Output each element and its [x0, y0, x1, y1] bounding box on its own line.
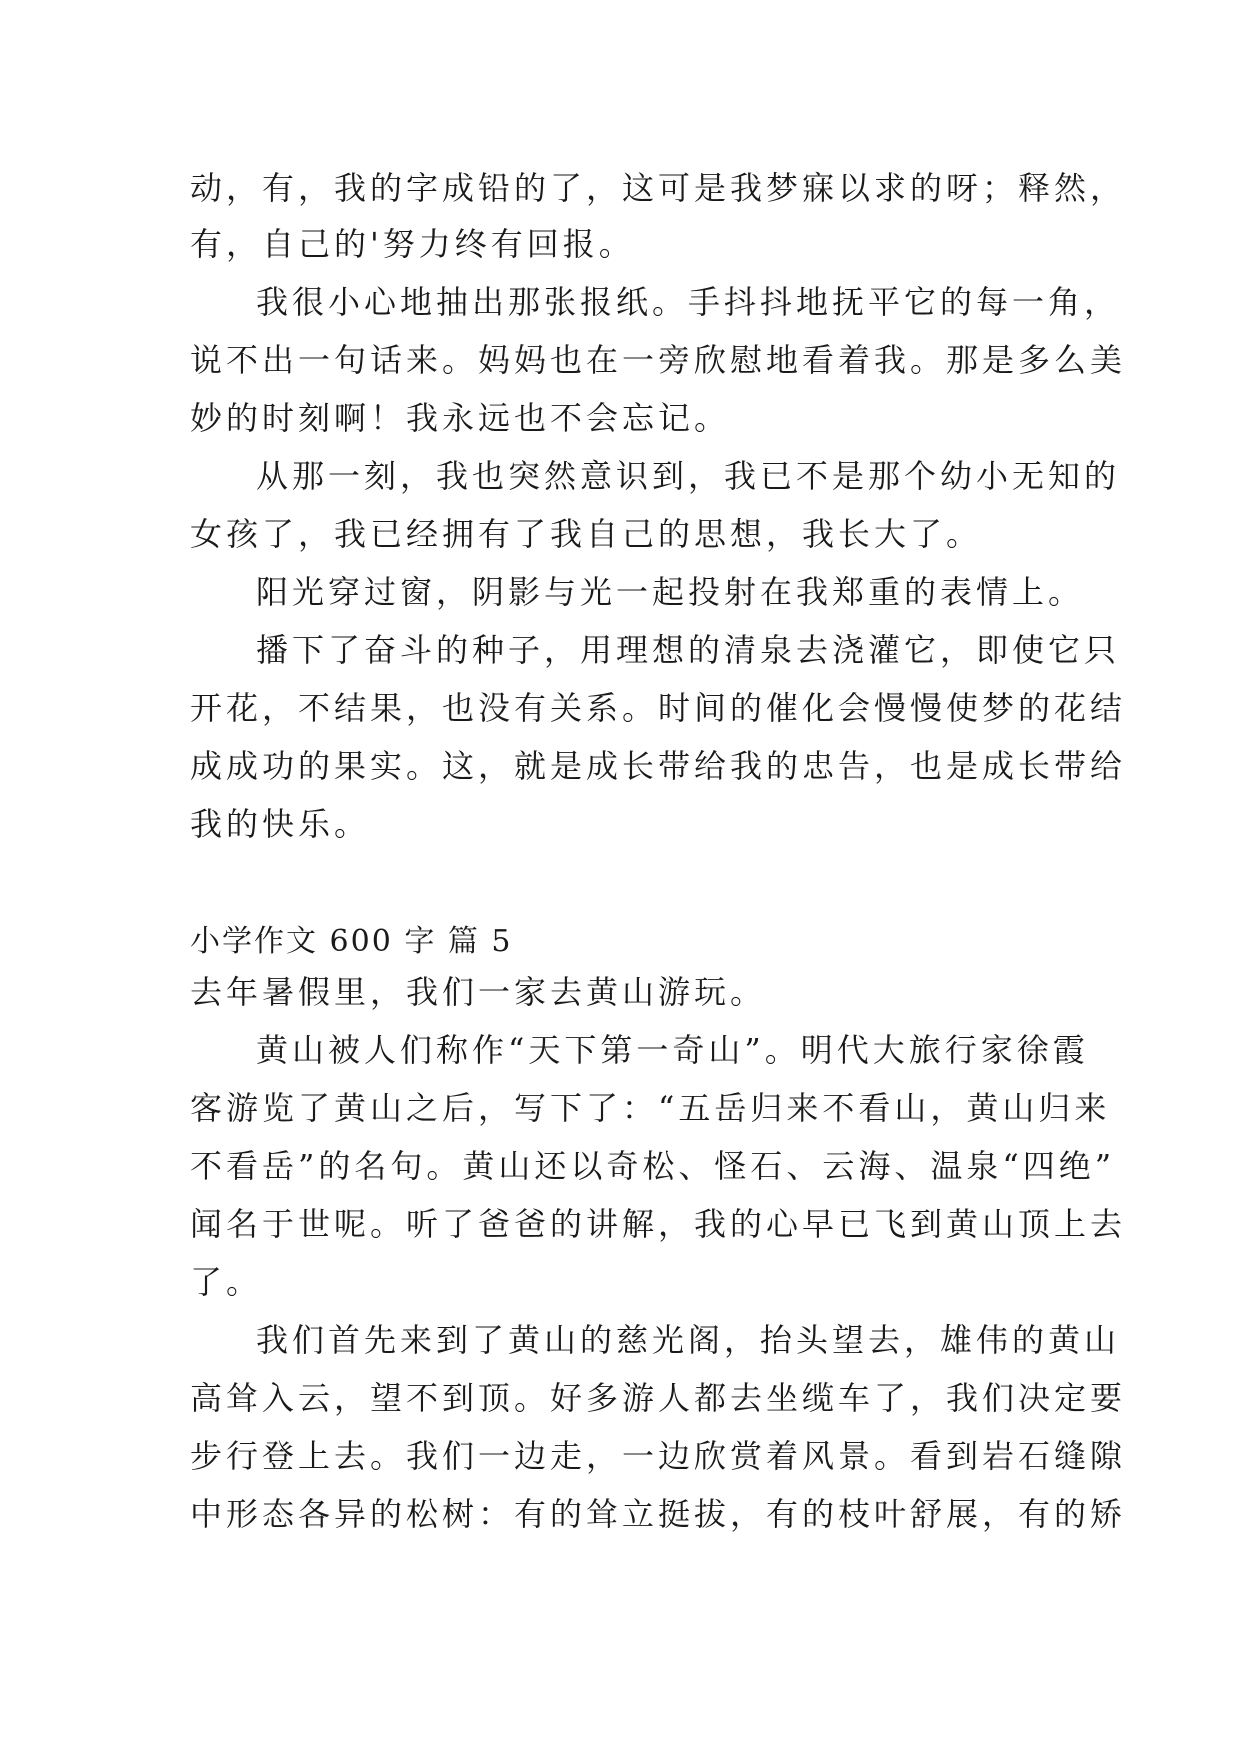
text-line: 黄山被人们称作“天下第一奇山”。明代大旅行家徐霞 — [256, 1031, 1089, 1069]
text-line: 我很小心地抽出那张报纸。手抖抖地抚平它的每一角， — [256, 283, 1121, 321]
text-line: 女孩了，我已经拥有了我自己的思想，我长大了。 — [190, 515, 983, 553]
text-line: 阳光穿过窗，阴影与光一起投射在我郑重的表情上。 — [256, 573, 1085, 611]
text-line: 我的快乐。 — [190, 805, 371, 843]
text-line: 说不出一句话来。妈妈也在一旁欣慰地看着我。那是多么美 — [190, 341, 1127, 379]
text-line: 有，自己的'努力终有回报。 — [190, 225, 635, 263]
text-line: 去年暑假里，我们一家去黄山游玩。 — [190, 973, 767, 1011]
text-line: 高耸入云，望不到顶。好多游人都去坐缆车了，我们决定要 — [190, 1379, 1127, 1417]
text-line: 不看岳”的名句。黄山还以奇松、怪石、云海、温泉“四绝” — [190, 1147, 1116, 1185]
text-line: 客游览了黄山之后，写下了：“五岳归来不看山，黄山归来 — [190, 1089, 1111, 1127]
text-line: 播下了奋斗的种子，用理想的清泉去浇灌它，即使它只 — [256, 631, 1121, 669]
text-line: 动，有，我的字成铅的了，这可是我梦寐以求的呀；释然， — [190, 169, 1127, 207]
text-line: 闻名于世呢。听了爸爸的讲解，我的心早已飞到黄山顶上去 — [190, 1205, 1127, 1243]
section-title: 小学作文 600 字 篇 5 — [190, 924, 513, 959]
text-line: 我们首先来到了黄山的慈光阁，抬头望去，雄伟的黄山 — [256, 1321, 1121, 1359]
text-line: 中形态各异的松树：有的耸立挺拔，有的枝叶舒展，有的矫 — [190, 1495, 1127, 1533]
text-line: 妙的时刻啊！我永远也不会忘记。 — [190, 399, 731, 437]
text-line: 从那一刻，我也突然意识到，我已不是那个幼小无知的 — [256, 457, 1121, 495]
text-line: 开花，不结果，也没有关系。时间的催化会慢慢使梦的花结 — [190, 689, 1127, 727]
text-line: 步行登上去。我们一边走，一边欣赏着风景。看到岩石缝隙 — [190, 1437, 1127, 1475]
text-line: 成成功的果实。这，就是成长带给我的忠告，也是成长带给 — [190, 747, 1127, 785]
text-line: 了。 — [190, 1263, 263, 1301]
